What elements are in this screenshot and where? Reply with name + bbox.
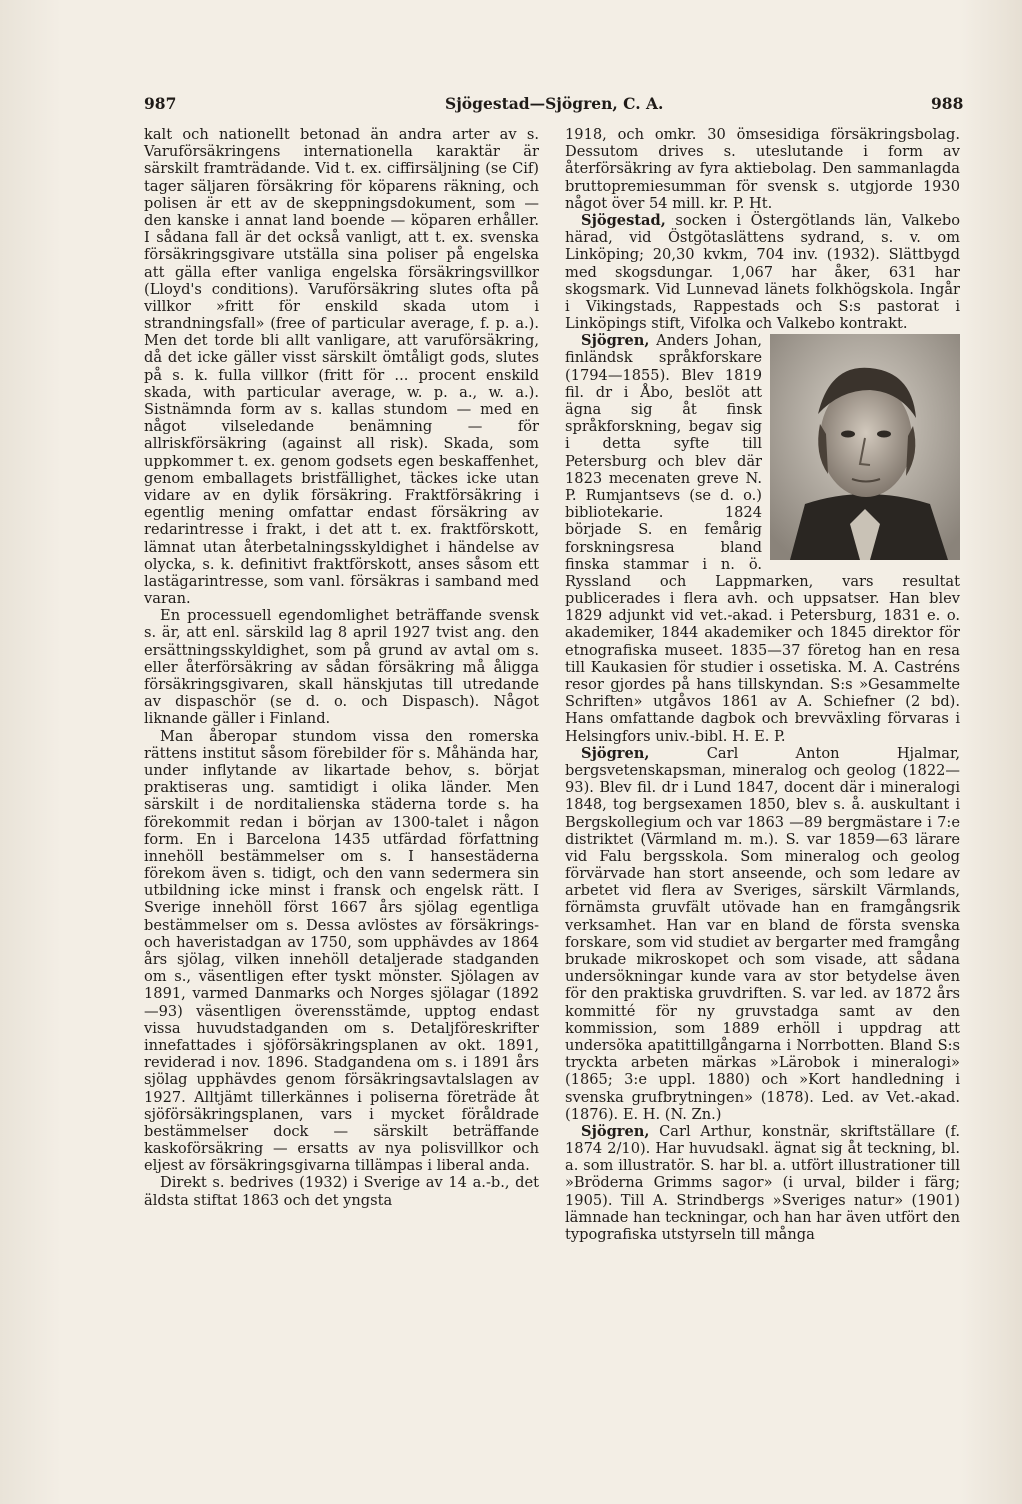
- page-number-left: 987: [144, 94, 177, 113]
- entry-headword: Sjögren,: [581, 332, 650, 350]
- entry-text: Anders Johan, finländsk språkforskare (1794—1855). Blev 1819 fil. dr i Åbo, beslöt att ägna sig åt finsk språkforskning, begav sig i detta syfte till Petersburg och blev där 1823 mecenaten greve N. P. Rumjantsevs (se d. o.) bibliotekarie. 1824 började S. en femårig forskningsresa bland finska stammar i n. ö. Ryssland och Lappmarken, vars resultat publicerades i flera avh. och uppsatser. Han blev 1829 adjunkt vid vet.-akad. i Petersburg, 1831 e. o. akademiker, 1844 akademiker och 1845 direktor för etnografiska museet. 1835—37 företog han en resa till Kaukasien för studier i ossetiska. M. A. Castréns resor gjordes på hans tillskyndan. S:s »Gesammelte Schriften» utgåvos 1861 av A. Schiefner (2 bd). Hans omfattande dagbok och brevväxling förvaras i Helsingfors univ.-bibl.: [565, 332, 960, 745]
- paragraph: [565, 126, 960, 212]
- author-signature: E. H. (N. Zn.): [622, 1105, 722, 1123]
- entry-headword: Sjögestad,: [581, 211, 666, 229]
- portrait-engraving-icon: [770, 334, 960, 560]
- entry-text: Carl Arthur, konstnär, skriftställare (f. 1874 2/10). Har huvudsakl. ägnat sig åt teckning, bl. a. som illustratör. S. har bl. a. utfört illustrationer till »Bröderna Grimms sagor» (i urval, bilder i färg; 1905). Till A. Strindbergs »Sveriges natur» (1901) lämnade han teckningar, och han har även utfört den typografiska utstyrseln till många: [565, 1122, 960, 1243]
- author-signature: H. E. P.: [732, 727, 786, 745]
- page-number-right: 988: [931, 94, 964, 113]
- entry-headword: Sjögren,: [581, 1122, 650, 1140]
- entry-headword: Sjögren,: [581, 744, 650, 762]
- entry-sjogren-carl-arthur: [565, 1123, 960, 1243]
- paragraph: kalt och nationellt betonad än andra arter av s. Varuförsäkringens internationella karaktär är särskilt framträdande. Vid t. ex. ciffirsäljning (se Cif) tager säljaren försäkring för köparens räkning, och polisen är ett av de skeppningsdokument, som — den kanske i annat land boende — köparen erhåller. I sådana fall är det också vanligt, att t. ex. svenska försäkringsgivare utställa sina poliser på engelska att gälla efter vanliga engelska försäkringsvillkor (Lloyd's conditions). Varuförsäkring slutes ofta på villkor »fritt för enskild skada utom i strandningsfall» (free of particular average, f. p. a.). Men det torde bli allt vanligare, att varuförsäkring, då det icke gäller visst särskilt ömtåligt gods, slutes på s. k. fulla villkor (fritt för ... procent enskild skada, with particular average, w. p. a., w. a.). Sistnämnda form av s. kallas stundom — med en något vilseledande benämning — för allriskförsäkring (against all risk). Skada, som uppkommer t. ex. genom godsets egen beskaffenhet, genom emballagets bristfällighet, täckes icke utan vidare av en dylik försäkring. Fraktförsäkring i egentlig mening omfattar endast försäkring av redarintresse i frakt, i det att t. ex. fraktförskott, lämnat utan återbetalningsskyldighet i händelse av olycka, s. k. definitivt fraktförskott, anses såsom ett lastägarintresse, som vanl. försäkras i samband med varan.: [144, 126, 539, 608]
- left-column: [144, 126, 539, 1209]
- paragraph-text: 1918, och omkr. 30 ömsesidiga försäkringsbolag. Dessutom drives s. uteslutande i form av återförsäkring av fyra aktiebolag. Den sammanlagda bruttopremiesumman för svensk s. utgjorde 1930 något över 54 mill. kr.: [565, 126, 960, 212]
- paragraph: Direkt s. bedrives (1932) i Sverige av 14 a.-b., det äldsta stiftat 1863 och det yngsta: [144, 1174, 539, 1209]
- right-column: [565, 126, 960, 1243]
- entry-sjogren-carl-anton-hjalmar: [565, 745, 960, 1123]
- portrait-image: [770, 334, 960, 560]
- paragraph: En processuell egendomlighet beträffande svensk s. är, att enl. särskild lag 8 april 1927 tvist ang. den ersättningsskyldighet, som på grund av avtal om s. eller återförsäkring av sådan försäkring må åligga försäkringsgivaren, skall hänskjutas till utredande av dispaschör (se d. o. och Dispasch). Något liknande gäller i Finland.: [144, 607, 539, 728]
- header-title: Sjögestad—Sjögren, C. A.: [445, 94, 664, 113]
- author-signature: P. Ht.: [732, 194, 773, 212]
- running-header: [0, 94, 1022, 118]
- paragraph: Man åberopar stundom vissa den romerska rättens institut såsom förebilder för s. Måhända har, under inflytande av likartade behov, s. börjat praktiseras ung. samtidigt i olika länder. Men särskilt i de norditalienska städerna torde s. ha förekommit redan i början av 1300-talet i någon form. En i Barcelona 1435 utfärdad författning innehöll bestämmelser om s. I hansestäderna förekom även s. tidigt, och den vann sedermera sin utbildning icke minst i fransk och engelsk rätt. I Sverige innehöll först 1667 års sjölag egentliga bestämmelser om s. Dessa avlöstes av försäkrings- och haveristadgan av 1750, som upphävdes av 1864 års sjölag, vilken innehöll detaljerade stadganden om s., väsentligen efter tyskt mönster. Sjölagen av 1891, varmed Danmarks och Norges sjölagar (1892—93) väsentligen överensstämde, upptog endast vissa huvudstadganden om s. Detaljföreskrifter innefattades i sjöförsäkringsplanen av okt. 1891, reviderad i nov. 1896. Stadgandena om s. i 1891 års sjölag upphävdes genom försäkringsavtalslagen av 1927. Alltjämt tillerkännes i poliserna företräde åt sjöförsäkringsplanen, vars i mycket föråldrade bestämmelser dock — särskilt beträffande kaskoförsäkring — ersatts av nya polisvillkor och eljest av försäkringsgivarna tillämpas i liberal anda.: [144, 727, 539, 1175]
- entry-sjogren-anders-johan: [565, 332, 960, 745]
- entry-text: socken i Östergötlands län, Valkebo härad, vid Östgötaslättens sydrand, s. v. om Linköping; 20,30 kvkm, 704 inv. (1932). Slättbygd med skogsdungar. 1,067 har åker, 631 har skogsmark. Vid Lunnevad länets folkhögskola. Ingår i Vikingstads, Rappestads och S:s pastorat i Linköpings stift, Vifolka och Valkebo kontrakt.: [565, 211, 960, 333]
- entry-sjogestad: [565, 212, 960, 332]
- entry-text: Carl Anton Hjalmar, bergsvetenskapsman, mineralog och geolog (1822—93). Blev fil. dr i Lund 1847, docent där i mineralogi 1848, tog bergsexamen 1850, blev s. å. auskultant i Bergskollegium och var 1863 —89 bergmästare i 7:e distriktet (Värmland m. m.). S. var 1859—63 lärare vid Falu bergsskola. Som mineralog och geolog förvärvade han stort anseende, och som ledare av arbetet vid flera av Sveriges, särskilt Värmlands, förnämsta gruvfält utövade han en framgångsrik verksamhet. Han var en bland de första svenska forskare, som vid studiet av bergarter med framgång brukade mikroskopet och som visade, att sådana undersökningar kunde vara av stor betydelse även för den praktiska gruvdriften. S. var led. av 1872 års kommitté för ny gruvstadga samt av den kommission, som 1889 erhöll i uppdrag att undersöka apatittillgångarna i Norrbotten. Bland S:s tryckta arbeten märkas »Lärobok i mineralogi» (1865; 3:e uppl. 1880) och »Kort handledning i svenska grufbrytningen» (1878). Led. av Vet.-akad. (1876).: [565, 744, 960, 1123]
